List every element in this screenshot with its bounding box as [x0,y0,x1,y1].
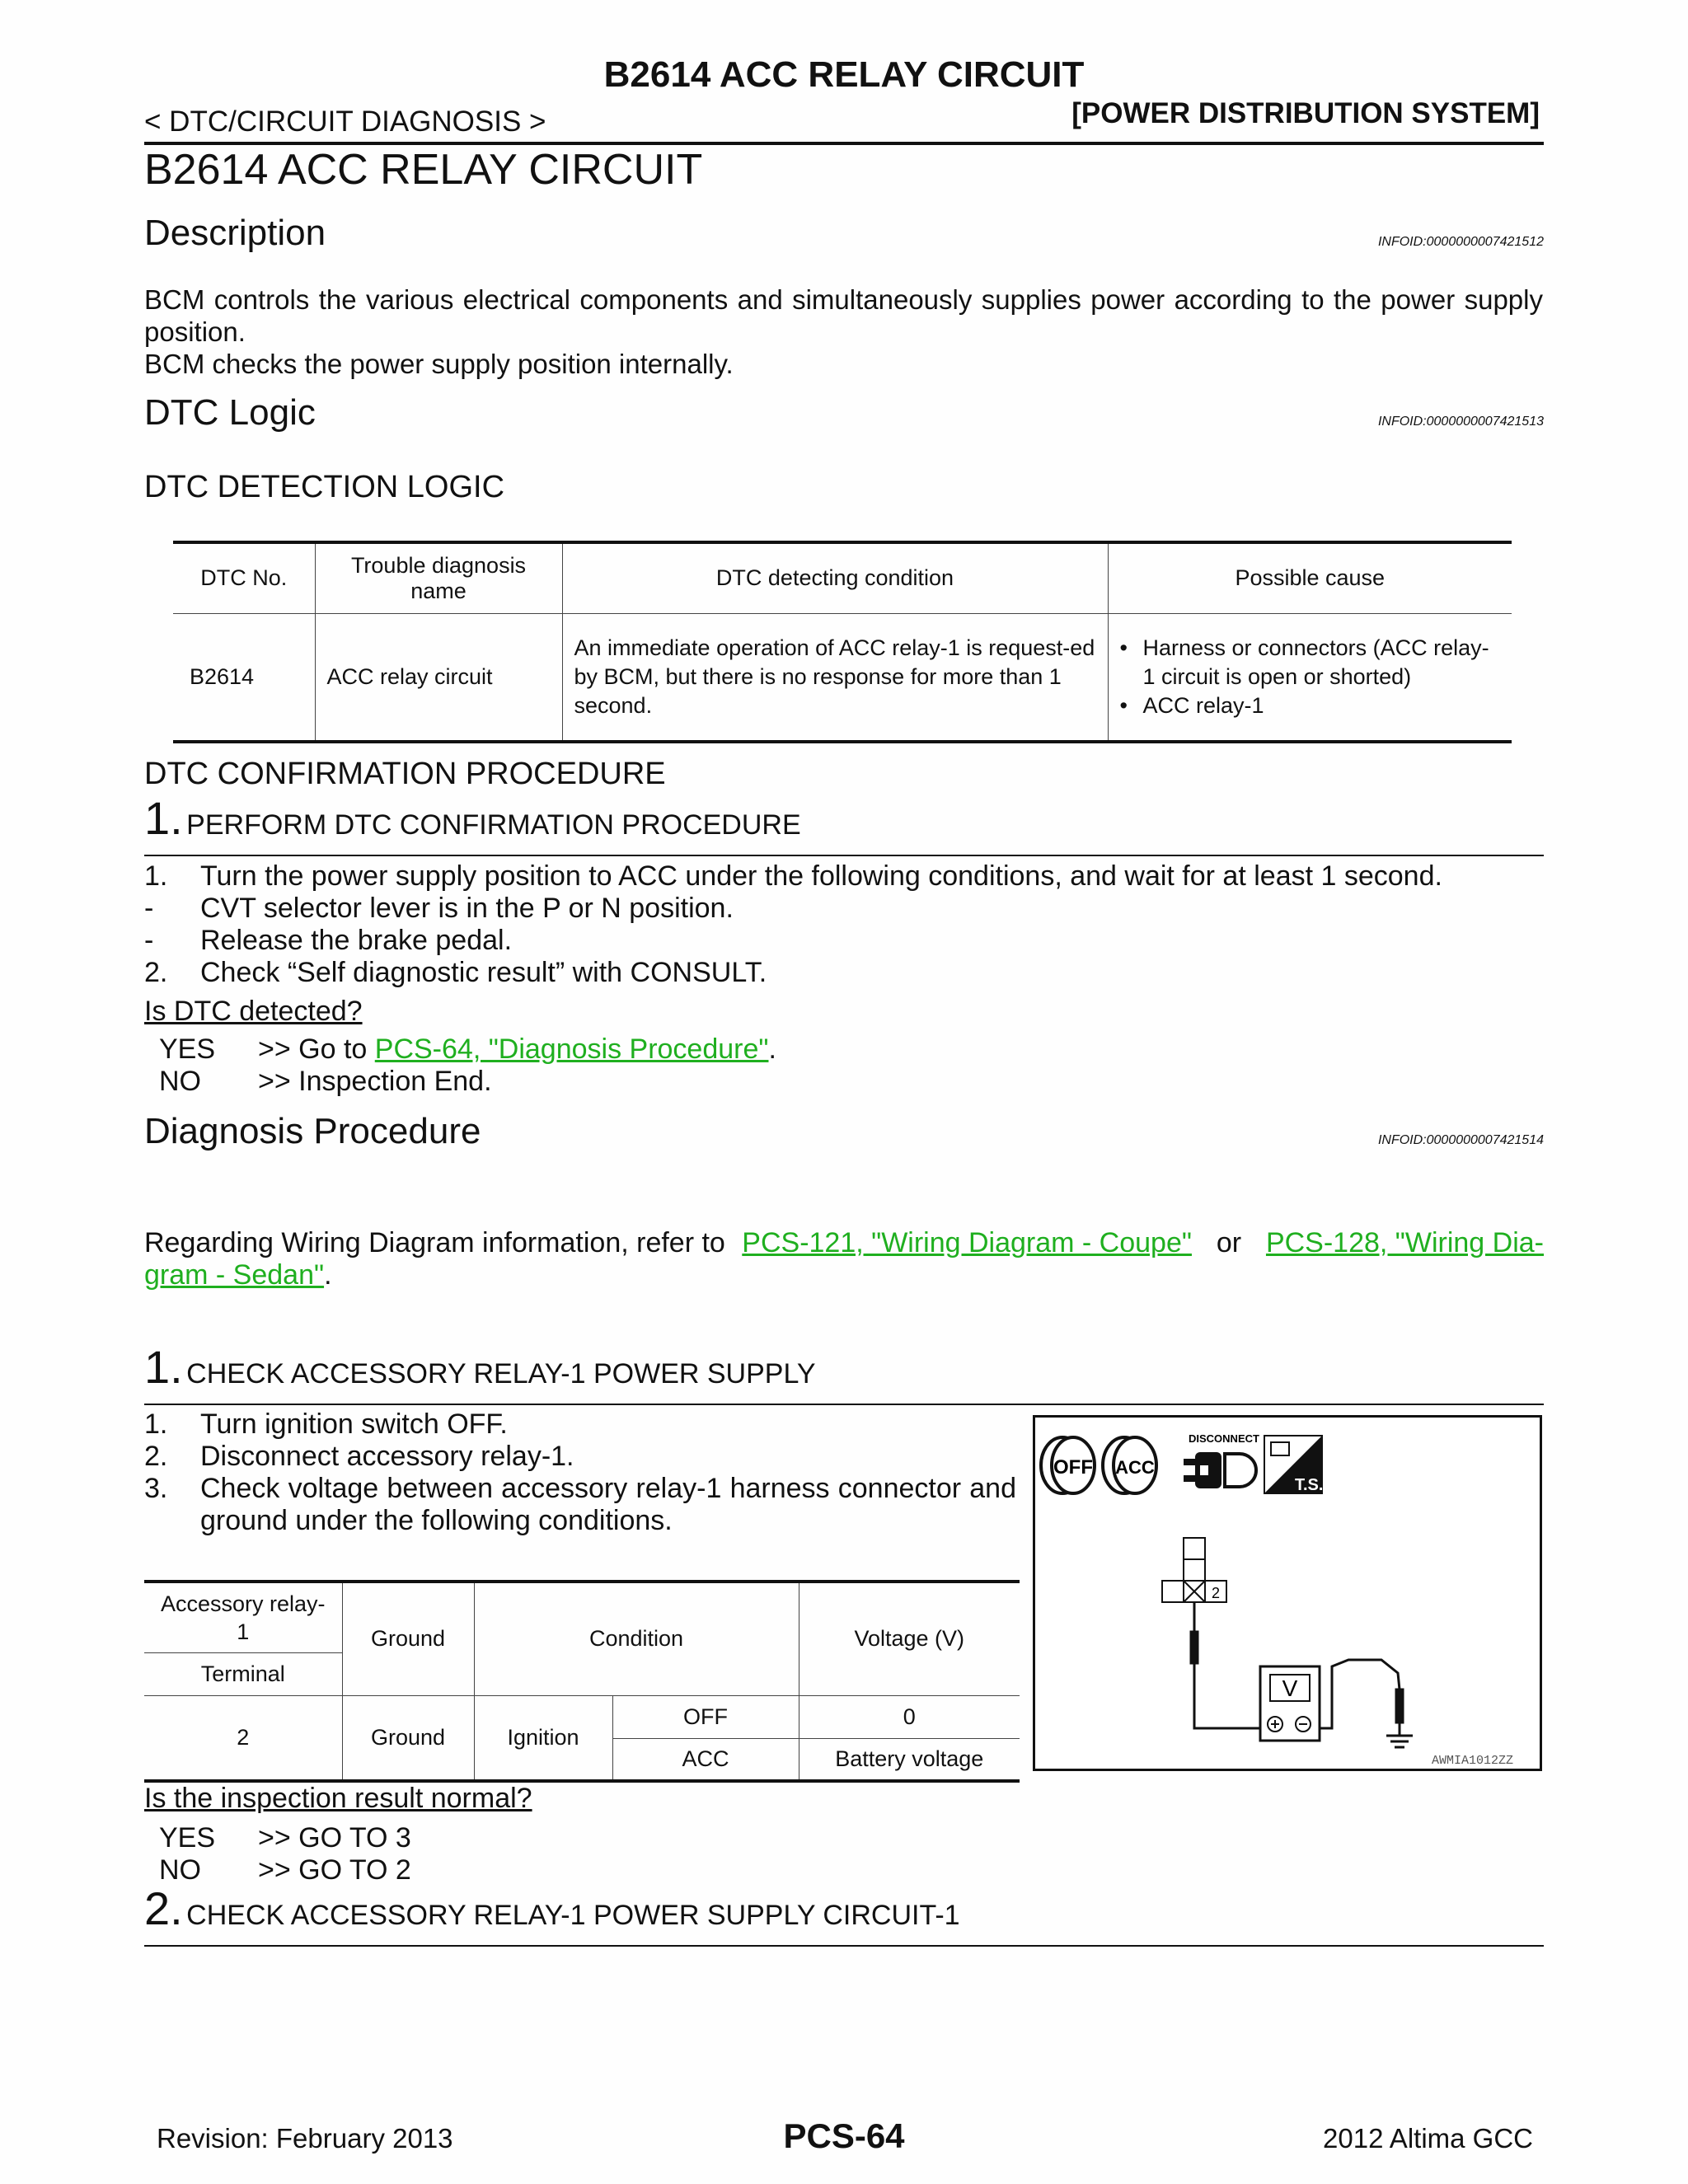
footer-model: 2012 Altima GCC [1323,2123,1533,2154]
meter-label: V [1282,1675,1298,1701]
list-item [144,893,1544,925]
confirmation-step-rule [144,855,1544,856]
dtc-logic-heading: DTC Logic [144,392,316,433]
th-condition: Condition [474,1582,799,1695]
list-text: Turn ignition switch OFF. [200,1408,508,1440]
description-para-2: BCM checks the power supply position internally. [144,349,734,379]
step-title: CHECK ACCESSORY RELAY-1 POWER SUPPLY [186,1358,816,1390]
wiring-diagram-coupe-link[interactable]: PCS-121, "Wiring Diagram - Coupe" [742,1227,1192,1258]
step-title: CHECK ACCESSORY RELAY-1 POWER SUPPLY CIRCUIT-1 [186,1900,960,1931]
disconnect-icon [1184,1432,1259,1488]
list-text: CVT selector lever is in the P or N position. [200,893,734,924]
step1-rule [144,1404,1544,1405]
description-heading: Description [144,213,326,253]
step-number: 1. [144,1341,183,1393]
cell-possible-cause [1108,613,1512,742]
answer-key: YES [159,1033,216,1065]
list-mark: 2. [144,1441,168,1472]
description-text [144,284,1543,380]
step-title: PERFORM DTC CONFIRMATION PROCEDURE [186,809,801,841]
list-mark: 1. [144,860,168,892]
cell-dtc-no: B2614 [173,613,315,742]
answer-suffix: . [768,1033,776,1065]
cell-terminal: 2 [144,1695,342,1781]
confirmation-answers [159,1033,776,1098]
ts-label: T.S. [1295,1476,1324,1494]
wiring-reference-line-1 [144,1227,1544,1259]
list-text: Check “Self diagnostic result” with CONSULT. [200,957,767,988]
figure-code: AWMIA1012ZZ [1431,1754,1513,1768]
list-mark: - [144,893,154,924]
cell-condition: OFF [612,1695,799,1738]
th-voltage: Voltage (V) [799,1582,1020,1695]
step1-answers [159,1822,411,1886]
confirmation-step-header [144,791,801,845]
step1-header [144,1340,816,1394]
cell-ignition: Ignition [474,1695,612,1781]
answer-key: NO [159,1854,201,1886]
answer-no [159,1066,776,1098]
step-number: 2. [144,1882,183,1934]
cause-item: • ACC relay-1 [1120,691,1501,720]
list-mark: 3. [144,1473,168,1504]
relay-test-figure [1033,1415,1542,1771]
list-item [144,1408,1016,1441]
answer-text: >> GO TO 2 [258,1854,411,1886]
ignition-off-icon [1041,1437,1095,1493]
diagnosis-infoid: INFOID:0000000007421514 [1377,1133,1544,1147]
diagnosis-procedure-link[interactable]: PCS-64, "Diagnosis Procedure" [374,1033,769,1065]
dtc-detection-logic-heading: DTC DETECTION LOGIC [144,470,505,504]
list-item [144,1441,1016,1473]
th-possible-cause: Possible cause [1108,542,1512,613]
list-text: Release the brake pedal. [200,925,513,956]
diagnosis-heading: Diagnosis Procedure [144,1111,481,1151]
answer-key: NO [159,1066,201,1097]
answer-text [258,1033,776,1066]
th-terminal: Terminal [144,1652,342,1695]
breadcrumb: < DTC/CIRCUIT DIAGNOSIS > [144,105,546,138]
voltage-table [144,1580,1020,1783]
th-dtc-no: DTC No. [173,542,315,613]
list-item [144,1473,1016,1537]
ignition-acc-icon [1103,1437,1156,1493]
relay-test-diagram [1035,1418,1540,1769]
confirmation-heading: DTC CONFIRMATION PROCEDURE [144,757,666,791]
answer-text: >> GO TO 3 [258,1822,411,1854]
confirmation-question: Is DTC detected? [144,996,363,1027]
cause-item: • Harness or connectors (ACC relay-1 circuit is open or shorted) [1120,634,1501,691]
step1-question: Is the inspection result normal? [144,1783,532,1814]
cause-text: ACC relay-1 [1142,692,1264,718]
disconnect-label: DISCONNECT [1189,1432,1259,1445]
ref-mid: or [1208,1227,1250,1258]
cell-voltage: 0 [799,1695,1020,1738]
step-number: 1. [144,792,183,844]
ref-suffix: . [324,1259,332,1291]
list-item [144,925,1544,957]
answer-key: YES [159,1822,216,1854]
th-relay: Accessory relay-1 [144,1582,342,1652]
voltmeter-icon [1260,1666,1320,1741]
list-mark: 2. [144,957,168,988]
cell-ground: Ground [342,1695,474,1781]
th-ground: Ground [342,1582,474,1695]
test-instrument-icon [1264,1436,1323,1494]
answer-yes [159,1822,411,1854]
footer-page-number: PCS-64 [783,2116,905,2155]
step1-list [144,1408,1016,1537]
list-text: Disconnect accessory relay-1. [200,1441,574,1472]
cell-diagnosis-name: ACC relay circuit [315,613,562,742]
footer-revision: Revision: February 2013 [157,2123,453,2154]
list-mark: - [144,925,154,956]
pin-label: 2 [1211,1585,1221,1601]
off-label: OFF [1053,1456,1093,1479]
th-detecting-condition: DTC detecting condition [562,542,1108,613]
list-item [144,957,1544,989]
list-mark: 1. [144,1408,168,1440]
cell-detecting-condition: An immediate operation of ACC relay-1 is request-ed by BCM, but there is no response for more than 1 second. [562,613,1108,742]
th-diagnosis-name: Trouble diagnosis name [315,542,562,613]
cell-voltage: Battery voltage [799,1738,1020,1781]
step2-header [144,1882,960,1935]
confirmation-list [144,860,1544,989]
step2-rule [144,1945,1544,1947]
description-infoid: INFOID:0000000007421512 [1377,235,1544,249]
wiring-diagram-sedan-link[interactable]: PCS-128, "Wiring Dia- [1265,1227,1544,1258]
system-label: [POWER DISTRIBUTION SYSTEM] [1071,97,1540,129]
list-item [144,860,1544,893]
wiring-reference-line-2 [144,1259,1544,1291]
list-text: Check voltage between accessory relay-1 harness connector and ground under the following conditions. [200,1473,1016,1536]
answer-yes [159,1033,776,1066]
cell-condition: ACC [612,1738,799,1781]
dtc-logic-table [173,541,1512,743]
description-para-1: BCM controls the various electrical components and simultaneously supplies power according to the power supply position. [144,284,1543,347]
ref-prefix: Regarding Wiring Diagram information, refer to [144,1227,725,1258]
page-title: B2614 ACC RELAY CIRCUIT [144,146,703,194]
answer-prefix: >> Go to [258,1033,375,1065]
acc-label: ACC [1115,1457,1155,1478]
dtc-logic-infoid: INFOID:0000000007421513 [1377,415,1544,429]
cause-text: Harness or connectors (ACC relay-1 circuit is open or shorted) [1142,635,1489,689]
header-title: B2614 ACC RELAY CIRCUIT [603,54,1085,95]
answer-text: >> Inspection End. [258,1066,492,1097]
list-text: Turn the power supply position to ACC under the following conditions, and wait for at least 1 second. [200,860,1442,892]
wiring-diagram-sedan-link-cont[interactable]: gram - Sedan" [144,1259,325,1291]
wiring-reference [144,1227,1544,1291]
